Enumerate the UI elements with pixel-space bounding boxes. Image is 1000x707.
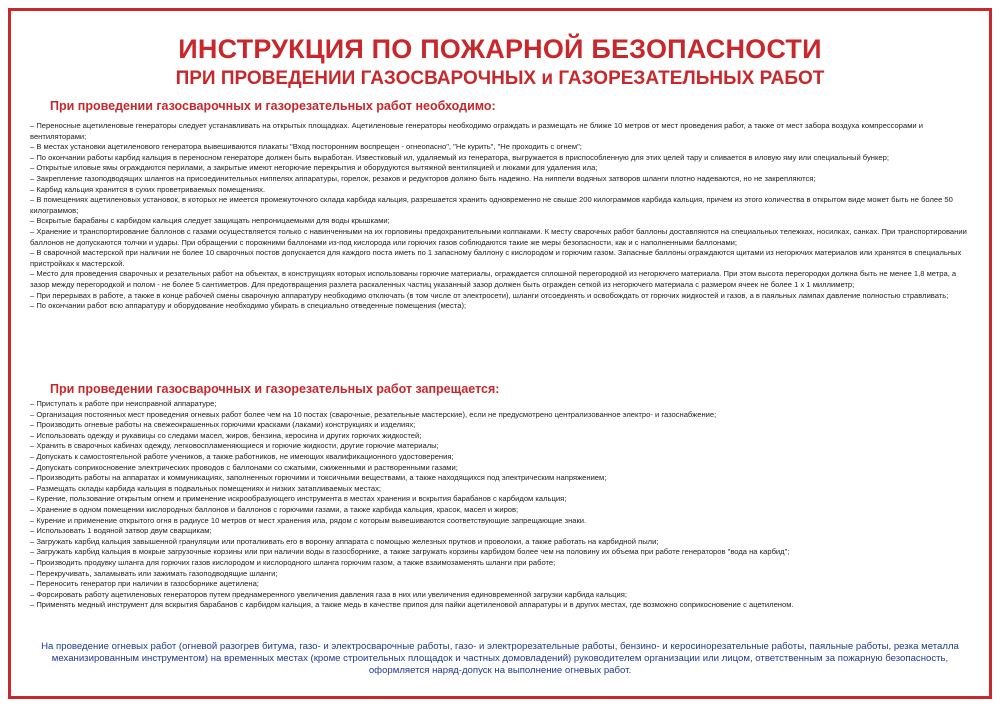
list-item: – Загружать карбид кальция в мокрые загрузочные корзины или при наличии воды в газосборнике, а также загружать корзины карбидом более чем на половину их объема при работе генераторов "вода на карбид"; <box>30 547 972 558</box>
list-item: – Допускать к самостоятельной работе учеников, а также работников, не имеющих квалификационного удостоверения; <box>30 452 972 463</box>
list-item: – Переносные ацетиленовые генераторы следует устанавливать на открытых площадках. Ацетиленовые генераторы необходимо ограждать и размещать не ближе 10 метров от мест проведения работ, а также от мест забора воздуха компрессорами и вентиляторами; <box>30 121 972 142</box>
list-item: – Применять медный инструмент для вскрытия барабанов с карбидом кальция, а также медь в качестве припоя для пайки ацетиленовой аппаратуры и в других местах, где возможно соприкосновение с ацетиленом. <box>30 600 972 611</box>
list-item: – При перерывах в работе, а также в конце рабочей смены сварочную аппаратуру необходимо отключать (в том числе от электросети), шланги отсоединять и освобождать от горючих жидкостей и газов, а в паяльных лампах давление полностью стравливать; <box>30 291 972 302</box>
list-item: – Вскрытые барабаны с карбидом кальция следует защищать непроницаемыми для воды крышками; <box>30 216 972 227</box>
list-item: – В местах установки ацетиленового генератора вывешиваются плакаты "Вход посторонним воспрещен - огнеопасно", "Не курить", "Не проходить с огнем"; <box>30 142 972 153</box>
list-item: – Открытые иловые ямы ограждаются перилами, а закрытые имеют негорючие перекрытия и оборудуются вытяжной вентиляцией и люками для удаления ила; <box>30 163 972 174</box>
list-item: – Размещать склады карбида кальция в подвальных помещениях и низких затапливаемых местах; <box>30 484 972 495</box>
list-item: – Организация постоянных мест проведения огневых работ более чем на 10 постах (сварочные, резательные мастерские), если не предусмотрено централизованное электро- и газоснабжение; <box>30 410 972 421</box>
list-item: – Карбид кальция хранится в сухих проветриваемых помещениях. <box>30 185 972 196</box>
list-item: – Загружать карбид кальция завышенной грануляции или проталкивать его в воронку аппарата с помощью железных прутков и проволоки, а также работать на карбидной пыли; <box>30 537 972 548</box>
list-item: – По окончании работы карбид кальция в переносном генераторе должен быть выработан. Известковый ил, удаляемый из генератора, выгружается в приспособленную для этих целей тару и сливается в иловую яму или специальный бункер; <box>30 153 972 164</box>
list-item: – Форсировать работу ацетиленовых генераторов путем преднамеренного увеличения давления газа в них или увеличения единовременной загрузки карбида кальция; <box>30 590 972 601</box>
list-item: – Закрепление газоподводящих шлангов на присоединительных ниппелях аппаратуры, горелок, резаков и редукторов должно быть надежно. На ниппели водяных затворов шланги плотно надеваются, но не закрепляются; <box>30 174 972 185</box>
prohibited-section-heading: При проведении газосварочных и газорезательных работ запрещается: <box>50 382 500 396</box>
required-section-heading: При проведении газосварочных и газорезательных работ необходимо: <box>50 99 496 113</box>
poster-subtitle: ПРИ ПРОВЕДЕНИИ ГАЗОСВАРОЧНЫХ и ГАЗОРЕЗАТЕЛЬНЫХ РАБОТ <box>175 68 825 89</box>
list-item: – Курение, пользование открытым огнем и применение искрообразующего инструмента в местах хранения и вскрытия барабанов с карбидом кальция; <box>30 494 972 505</box>
list-item: – Хранить в сварочных кабинах одежду, легковоспламеняющиеся и горючие жидкости, другие горючие материалы; <box>30 441 972 452</box>
prohibited-list <box>30 399 972 611</box>
list-item: – Использовать одежду и рукавицы со следами масел, жиров, бензина, керосина и других горючих жидкостей; <box>30 431 972 442</box>
list-item: – Хранение в одном помещении кислородных баллонов и баллонов с горючими газами, а также карбида кальция, красок, масел и жиров; <box>30 505 972 516</box>
footer-note: На проведение огневых работ (огневой разогрев битума, газо- и электросварочные работы, газо- и электрорезательные работы, бензино- и керосинорезательные работы, паяльные работы, резка металла механизированным инструментом) на временных местах (кроме строительных площадок и частных домовладений) руководителем организации или лицом, ответственным за пожарную безопасность, оформляется наряд-допуск на выполнение огневых работ. <box>41 641 959 676</box>
list-item: – Хранение и транспортирование баллонов с газами осуществляется только с навинченными на их горловины предохранительными колпаками. К месту сварочных работ баллоны доставляются на специальных тележках, носилках, санках. При транспортировании баллонов не допускаются толчки и удары. При обращении с порожними баллонами из-под кислорода или горючих газов соблюдаются такие же меры безопасности, как и с наполненными баллонами; <box>30 227 972 248</box>
list-item: – Использовать 1 водяной затвор двум сварщикам; <box>30 526 972 537</box>
list-item: – В помещениях ацетиленовых установок, в которых не имеется промежуточного склада карбида кальция, разрешается хранить одновременно не свыше 200 килограммов карбида кальция, причем из этого количества в открытом виде может быть не более 50 килограммов; <box>30 195 972 216</box>
list-item: – Приступать к работе при неисправной аппаратуре; <box>30 399 972 410</box>
list-item: – Производить работы на аппаратах и коммуникациях, заполненных горючими и токсичными веществами, а также находящихся под электрическим напряжением; <box>30 473 972 484</box>
list-item: – По окончании работ всю аппаратуру и оборудование необходимо убирать в специально отведенные помещения (места); <box>30 301 972 312</box>
list-item: – В сварочной мастерской при наличии не более 10 сварочных постов допускается для каждого поста иметь по 1 запасному баллону с кислородом и горючим газом. Запасные баллоны ограждаются щитами из негорючих материалов или хранятся в специальных пристройках к мастерской. <box>30 248 972 269</box>
list-item: – Место для проведения сварочных и резательных работ на объектах, в конструкциях которых использованы горючие материалы, ограждается сплошной перегородкой из негорючего материала. При этом высота перегородки должна быть не менее 1,8 метра, а зазор между перегородкой и полом - не более 5 сантиметров. Для предотвращения разлета раскаленных частиц указанный зазор должен быть огражден сеткой из негорючего материала с размером ячеек не более 1 х 1 миллиметр; <box>30 269 972 290</box>
list-item: – Допускать соприкосновение электрических проводов с баллонами со сжатыми, сжиженными и растворенными газами; <box>30 463 972 474</box>
poster-title: ИНСТРУКЦИЯ ПО ПОЖАРНОЙ БЕЗОПАСНОСТИ <box>178 34 822 64</box>
list-item: – Производить продувку шланга для горючих газов кислородом и кислородного шланга горючим газом, а также взаимозаменять шланги при работе; <box>30 558 972 569</box>
list-item: – Перекручивать, заламывать или зажимать газоподводящие шланги; <box>30 569 972 580</box>
list-item: – Курение и применение открытого огня в радиусе 10 метров от мест хранения ила, рядом с которым вывешиваются соответствующие запрещающие знаки. <box>30 516 972 527</box>
list-item: – Производить огневые работы на свежеокрашенных горючими красками (лаками) конструкциях и изделиях; <box>30 420 972 431</box>
list-item: – Переносить генератор при наличии в газосборнике ацетилена; <box>30 579 972 590</box>
required-list <box>30 121 972 312</box>
